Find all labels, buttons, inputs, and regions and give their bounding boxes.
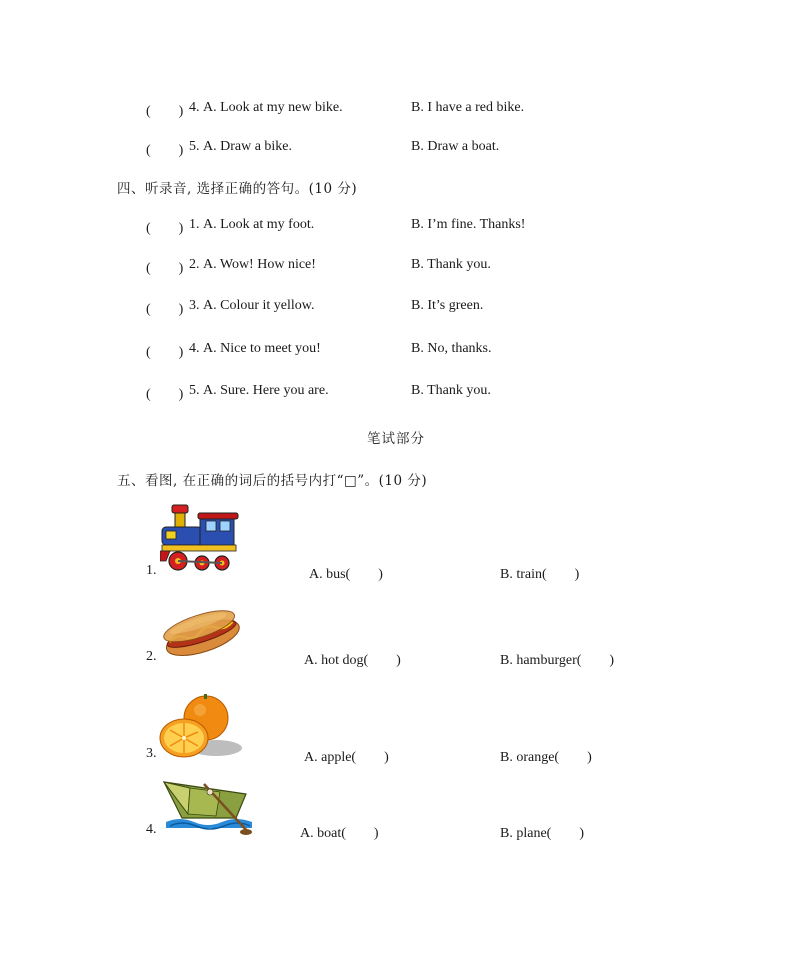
- option-b[interactable]: B. orange( ): [500, 750, 592, 765]
- written-section-title: 笔试部分: [367, 431, 425, 447]
- question-number: 1.: [189, 217, 200, 232]
- option-a[interactable]: A. hot dog( ): [304, 653, 401, 668]
- answer-paren[interactable]: ( ): [146, 261, 184, 276]
- option-b: B. Draw a boat.: [411, 139, 500, 154]
- option-b[interactable]: B. plane( ): [500, 826, 584, 841]
- option-b[interactable]: B. train( ): [500, 567, 580, 582]
- option-a: A. Look at my new bike.: [203, 100, 343, 115]
- question-number: 4.: [189, 341, 200, 356]
- option-b: B. Thank you.: [411, 257, 491, 272]
- option-a: A. Colour it yellow.: [203, 298, 315, 313]
- train-picture: [160, 503, 242, 577]
- question-number: 2.: [189, 257, 200, 272]
- question-number: 1.: [146, 563, 157, 578]
- answer-paren[interactable]: ( ): [146, 104, 184, 119]
- part5-heading: 五、看图, 在正确的词后的括号内打“□”。(10 分): [117, 473, 428, 489]
- answer-paren[interactable]: ( ): [146, 302, 184, 317]
- option-b: B. Thank you.: [411, 383, 491, 398]
- question-number: 5.: [189, 383, 200, 398]
- answer-paren[interactable]: ( ): [146, 345, 184, 360]
- question-number: 4.: [146, 822, 157, 837]
- option-a: A. Sure. Here you are.: [203, 383, 329, 398]
- question-number: 5.: [189, 139, 200, 154]
- part4-heading: 四、听录音, 选择正确的答句。(10 分): [117, 181, 358, 197]
- option-a: A. Wow! How nice!: [203, 257, 316, 272]
- answer-paren[interactable]: ( ): [146, 143, 184, 158]
- option-a: A. Look at my foot.: [203, 217, 315, 232]
- question-number: 3.: [146, 746, 157, 761]
- answer-paren[interactable]: ( ): [146, 387, 184, 402]
- option-b[interactable]: B. hamburger( ): [500, 653, 615, 668]
- answer-paren[interactable]: ( ): [146, 221, 184, 236]
- question-number: 4.: [189, 100, 200, 115]
- option-a[interactable]: A. boat( ): [300, 826, 379, 841]
- boat-picture: [160, 778, 258, 838]
- option-b: B. It’s green.: [411, 298, 484, 313]
- option-a[interactable]: A. apple( ): [304, 750, 389, 765]
- hotdog-picture: [160, 602, 242, 660]
- option-b: B. No, thanks.: [411, 341, 492, 356]
- option-a[interactable]: A. bus( ): [309, 567, 383, 582]
- question-number: 3.: [189, 298, 200, 313]
- orange-picture: [158, 690, 244, 762]
- question-number: 2.: [146, 649, 157, 664]
- option-b: B. I’m fine. Thanks!: [411, 217, 526, 232]
- option-a: A. Nice to meet you!: [203, 341, 321, 356]
- option-a: A. Draw a bike.: [203, 139, 293, 154]
- option-b: B. I have a red bike.: [411, 100, 525, 115]
